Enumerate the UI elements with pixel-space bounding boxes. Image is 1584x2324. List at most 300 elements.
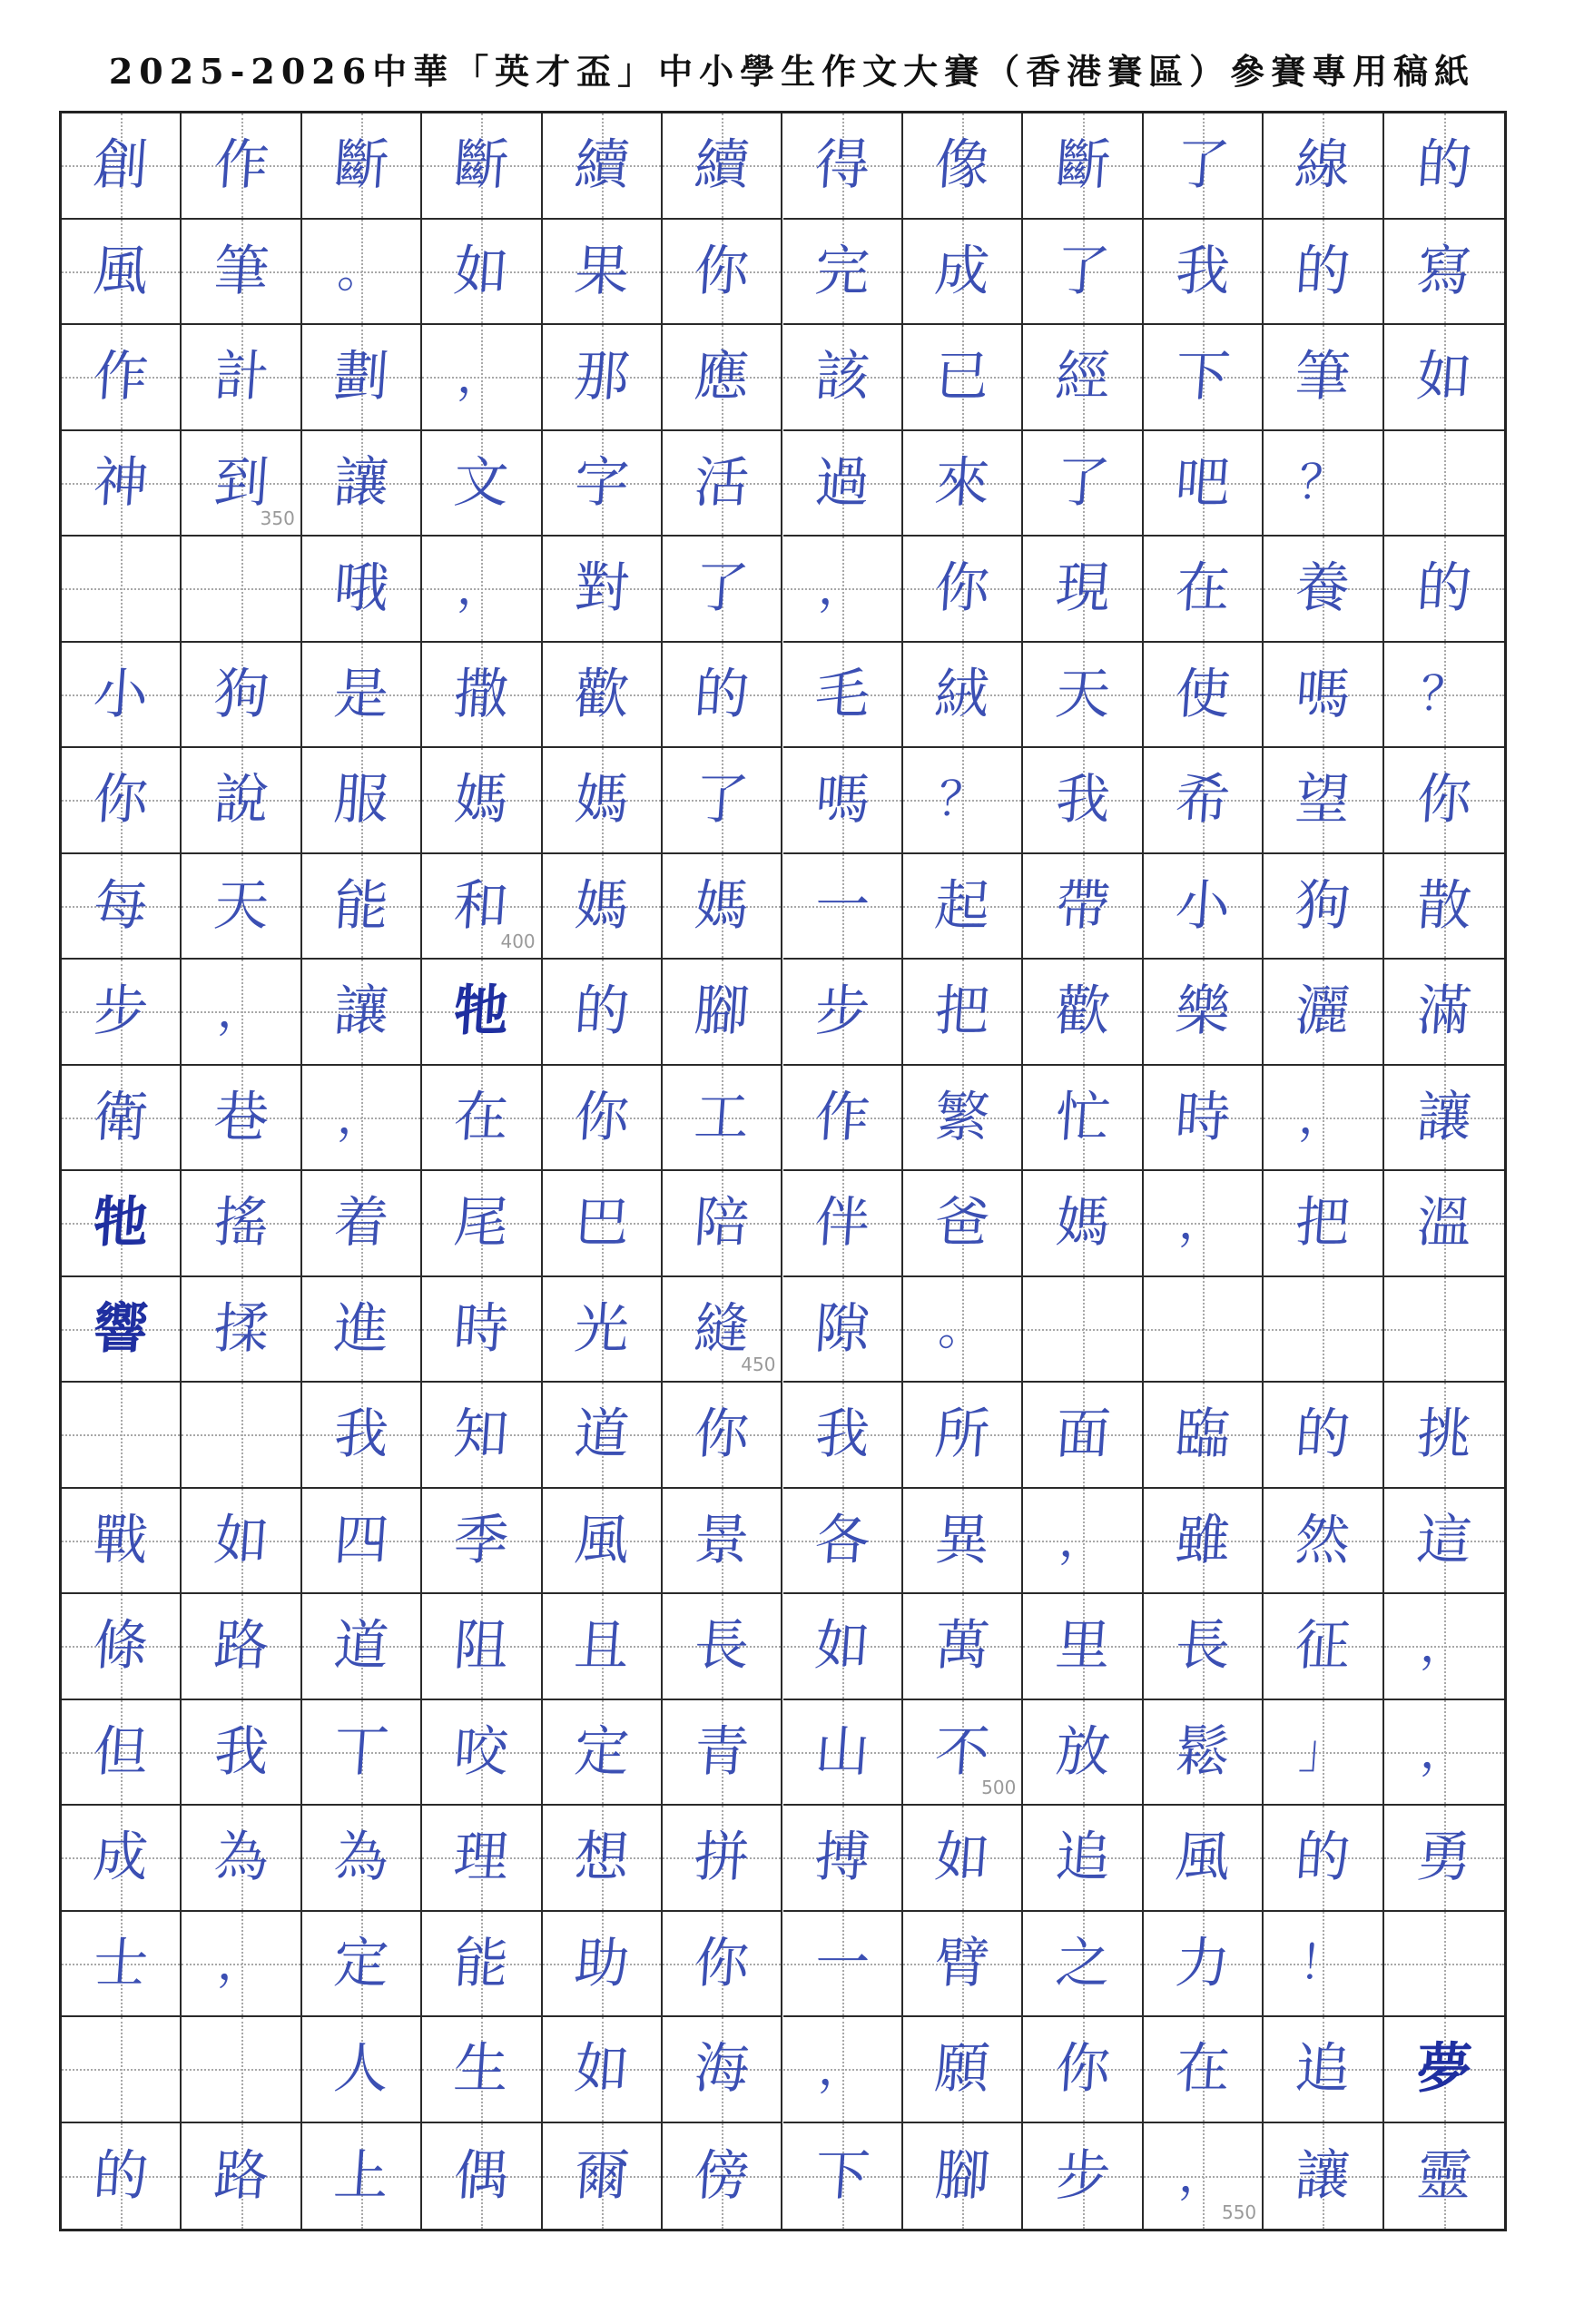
handwritten-character: 滿: [1414, 980, 1474, 1044]
handwritten-character: ，: [816, 561, 868, 616]
grid-cell: [1264, 748, 1383, 854]
grid-cell: [302, 1066, 422, 1172]
handwritten-character: 歡: [572, 662, 632, 726]
grid-cell: [783, 113, 903, 220]
handwritten-character: 下: [812, 2143, 872, 2208]
handwritten-character: 是: [331, 662, 391, 726]
grid-cell: [62, 1594, 182, 1700]
handwritten-character: 養: [1293, 556, 1353, 621]
grid-cell: [422, 1066, 542, 1172]
handwritten-character: 在: [1173, 556, 1233, 621]
handwritten-character: 把: [932, 980, 992, 1044]
grid-cell: [1023, 325, 1143, 431]
grid-cell: [1144, 325, 1264, 431]
grid-cell: [1384, 1383, 1504, 1489]
grid-cell: [903, 1594, 1023, 1700]
grid-cell: [783, 960, 903, 1066]
handwritten-character: 在: [1173, 2037, 1233, 2102]
handwritten-character: 望: [1293, 768, 1353, 832]
handwritten-character: 異: [932, 1508, 992, 1572]
grid-cell: [302, 537, 422, 643]
grid-cell: [1023, 1277, 1143, 1384]
handwritten-character: 續: [692, 133, 752, 198]
handwritten-character: 續: [572, 133, 632, 198]
handwritten-character: 搏: [812, 1826, 872, 1890]
handwritten-character: 道: [331, 1614, 391, 1679]
grid-cell: [1023, 1066, 1143, 1172]
grid-cell: [1384, 748, 1504, 854]
handwritten-character: 戰: [91, 1508, 151, 1572]
grid-cell: [302, 748, 422, 854]
grid-cell: [422, 2017, 542, 2123]
handwritten-character: 哦: [331, 556, 391, 621]
handwritten-character: 我: [331, 1403, 391, 1467]
word-count-marker: 450: [741, 1354, 776, 1375]
handwritten-character: 在: [452, 1085, 511, 1149]
grid-cell: [1023, 1912, 1143, 2018]
handwritten-character: 助: [572, 1931, 632, 1995]
grid-cell: [1023, 431, 1143, 537]
handwritten-character: 響: [91, 1296, 151, 1361]
grid-cell: [1144, 1594, 1264, 1700]
handwritten-character: 你: [692, 239, 752, 303]
grid-cell: [1384, 643, 1504, 749]
grid-cell: [1023, 220, 1143, 326]
grid-cell: [543, 2017, 663, 2123]
handwritten-character: 爾: [572, 2143, 632, 2208]
handwritten-character: 作: [91, 345, 151, 409]
grid-cell: [62, 1066, 182, 1172]
grid-cell: [422, 1594, 542, 1700]
handwritten-character: 你: [572, 1085, 632, 1149]
grid-cell: [1264, 1489, 1383, 1595]
handwritten-character: 萬: [932, 1614, 992, 1679]
handwritten-character: 把: [1293, 1191, 1353, 1256]
grid-cell: [1264, 854, 1383, 960]
grid-cell: [1384, 1806, 1504, 1912]
grid-cell: [182, 1383, 301, 1489]
handwritten-character: 風: [572, 1508, 632, 1572]
handwritten-character: 成: [932, 239, 992, 303]
handwritten-character: 讓: [1414, 1085, 1474, 1149]
grid-cell: [663, 325, 782, 431]
handwritten-character: 進: [331, 1296, 391, 1361]
handwritten-character: 使: [1173, 662, 1233, 726]
grid-cell: [903, 1171, 1023, 1277]
handwritten-character: 果: [572, 239, 632, 303]
grid-cell: [1264, 537, 1383, 643]
handwritten-character: 的: [1414, 556, 1474, 621]
grid-cell: [663, 1806, 782, 1912]
handwritten-character: 景: [692, 1508, 752, 1572]
grid-cell: [62, 1171, 182, 1277]
grid-cell: [543, 325, 663, 431]
handwritten-character: 腳: [692, 980, 752, 1044]
cell-guide-vertical: [1203, 1277, 1205, 1382]
grid-cell: [543, 1700, 663, 1807]
handwritten-character: 過: [812, 450, 872, 515]
handwritten-character: 帶: [1053, 873, 1112, 938]
grid-cell: [663, 1700, 782, 1807]
grid-cell: [1023, 1700, 1143, 1807]
handwritten-character: 得: [812, 133, 872, 198]
handwritten-character: 臂: [932, 1931, 992, 1995]
grid-cell: [1144, 537, 1264, 643]
grid-cell: [543, 431, 663, 537]
cell-guide-vertical: [121, 2017, 123, 2122]
grid-cell: [663, 220, 782, 326]
handwritten-character: 讓: [1293, 2143, 1353, 2208]
handwritten-character: 嗎: [1293, 662, 1353, 726]
grid-cell: [903, 748, 1023, 854]
grid-cell: [62, 1489, 182, 1595]
handwritten-character: 士: [91, 1931, 151, 1995]
handwritten-character: 到: [212, 450, 271, 515]
handwritten-character: 如: [572, 2037, 632, 2102]
handwritten-character: 吧: [1173, 450, 1233, 515]
grid-cell: [543, 220, 663, 326]
grid-cell: [62, 748, 182, 854]
handwritten-character: 了: [1173, 133, 1233, 198]
handwritten-character: 能: [331, 873, 391, 938]
grid-cell: [783, 1594, 903, 1700]
sheet-title: 2025-2026中華「英才盃」中小學生作文大賽（香港賽區）參賽專用稿紙: [108, 51, 1476, 92]
grid-cell: [783, 537, 903, 643]
grid-cell: [302, 1700, 422, 1807]
grid-cell: [422, 2123, 542, 2230]
grid-cell: [783, 854, 903, 960]
grid-cell: [543, 113, 663, 220]
grid-cell: [62, 1912, 182, 2018]
grid-cell: [1144, 854, 1264, 960]
grid-cell: [1023, 643, 1143, 749]
handwritten-character: 作: [812, 1085, 872, 1149]
grid-cell: [783, 1912, 903, 2018]
grid-cell: [903, 537, 1023, 643]
handwritten-character: 絨: [932, 662, 992, 726]
handwritten-character: 定: [331, 1931, 391, 1995]
handwritten-character: 力: [1173, 1931, 1233, 1995]
cell-guide-vertical: [241, 537, 243, 641]
handwritten-character: 如: [812, 1614, 872, 1679]
handwritten-character: 咬: [452, 1719, 511, 1784]
handwritten-character: 你: [1414, 768, 1474, 832]
grid-cell: [543, 960, 663, 1066]
handwritten-character: 你: [1053, 2037, 1112, 2102]
handwritten-character: 隙: [812, 1296, 872, 1361]
grid-cell: [903, 643, 1023, 749]
handwritten-character: 這: [1414, 1508, 1474, 1572]
handwritten-character: 文: [452, 450, 511, 515]
handwritten-character: 各: [812, 1508, 872, 1572]
cell-guide-vertical: [1444, 431, 1446, 536]
handwritten-character: 。: [936, 1301, 989, 1356]
handwritten-character: 和: [452, 873, 511, 938]
handwritten-character: 媽: [452, 768, 511, 832]
grid-cell: [1264, 1594, 1383, 1700]
grid-cell: [543, 1594, 663, 1700]
handwritten-character: 揉: [212, 1296, 271, 1361]
grid-cell: [663, 1912, 782, 2018]
grid-cell: [543, 748, 663, 854]
grid-cell: [302, 1171, 422, 1277]
handwritten-character: 阻: [452, 1614, 511, 1679]
grid-cell: [1023, 537, 1143, 643]
handwritten-character: 計: [212, 345, 271, 409]
cell-guide-vertical: [241, 1383, 243, 1487]
grid-cell: [302, 431, 422, 537]
handwritten-character: 完: [812, 239, 872, 303]
handwritten-character: 傍: [692, 2143, 752, 2208]
grid-cell: [903, 960, 1023, 1066]
grid-cell: [903, 220, 1023, 326]
grid-cell: [422, 1912, 542, 2018]
handwritten-character: 山: [812, 1719, 872, 1784]
grid-cell: [302, 325, 422, 431]
cell-guide-vertical: [1083, 1277, 1085, 1382]
grid-cell: [1144, 1806, 1264, 1912]
handwritten-character: 對: [572, 556, 632, 621]
grid-cell: [1264, 1912, 1383, 2018]
grid-cell: [182, 748, 301, 854]
grid-cell: [422, 431, 542, 537]
grid-cell: [1023, 113, 1143, 220]
handwritten-character: 一: [812, 873, 872, 938]
handwritten-character: 如: [452, 239, 511, 303]
grid-cell: [903, 1806, 1023, 1912]
grid-cell: [1023, 1489, 1143, 1595]
grid-cell: [1384, 960, 1504, 1066]
grid-cell: [783, 220, 903, 326]
grid-cell: [1264, 1066, 1383, 1172]
grid-cell: [783, 2017, 903, 2123]
handwritten-character: 的: [692, 662, 752, 726]
handwritten-character: 着: [331, 1191, 391, 1256]
grid-cell: [62, 220, 182, 326]
handwritten-character: 陪: [692, 1191, 752, 1256]
grid-cell: [903, 1489, 1023, 1595]
handwritten-character: 面: [1053, 1403, 1112, 1467]
handwritten-character: ，: [1418, 1724, 1470, 1779]
handwritten-character: 勇: [1414, 1826, 1474, 1890]
grid-cell: [182, 220, 301, 326]
handwritten-character: 衛: [91, 1085, 151, 1149]
grid-cell: [543, 1489, 663, 1595]
grid-cell: [1144, 643, 1264, 749]
handwritten-character: 能: [452, 1931, 511, 1995]
grid-cell: [1023, 1171, 1143, 1277]
handwritten-character: 道: [572, 1403, 632, 1467]
grid-cell: [663, 748, 782, 854]
grid-cell: [422, 1383, 542, 1489]
grid-cell: [182, 960, 301, 1066]
grid-cell: [1384, 1171, 1504, 1277]
grid-cell: [62, 113, 182, 220]
grid-cell: [903, 2017, 1023, 2123]
handwritten-character: 但: [91, 1719, 151, 1784]
grid-cell: [302, 113, 422, 220]
handwritten-character: 狗: [1293, 873, 1353, 938]
grid-cell: [302, 1489, 422, 1595]
handwritten-character: 了: [692, 768, 752, 832]
grid-cell: [663, 1277, 782, 1384]
handwritten-character: 該: [812, 345, 872, 409]
grid-cell: [1384, 1594, 1504, 1700]
handwritten-character: 的: [1414, 133, 1474, 198]
grid-cell: [182, 1066, 301, 1172]
handwritten-character: 你: [692, 1931, 752, 1995]
grid-cell: [1144, 113, 1264, 220]
grid-cell: [543, 2123, 663, 2230]
grid-cell: [182, 2017, 301, 2123]
handwritten-character: 希: [1173, 768, 1233, 832]
grid-cell: [302, 854, 422, 960]
handwritten-character: ，: [335, 1089, 388, 1145]
handwritten-character: 服: [331, 768, 391, 832]
handwritten-character: 起: [932, 873, 992, 938]
handwritten-character: 路: [212, 2143, 271, 2208]
handwritten-character: 寫: [1414, 239, 1474, 303]
grid-cell: [302, 2017, 422, 2123]
grid-cell: [182, 854, 301, 960]
handwritten-character: 里: [1053, 1614, 1112, 1679]
grid-cell: [182, 643, 301, 749]
handwritten-character: 神: [91, 450, 151, 515]
grid-cell: [1144, 748, 1264, 854]
grid-cell: [663, 1383, 782, 1489]
handwritten-character: ，: [1057, 1512, 1108, 1568]
handwritten-character: 媽: [1053, 1191, 1112, 1256]
grid-cell: [1384, 325, 1504, 431]
grid-cell: [1384, 1489, 1504, 1595]
handwritten-character: 下: [1173, 345, 1233, 409]
handwritten-character: 如: [1414, 345, 1474, 409]
handwritten-character: 劃: [331, 345, 391, 409]
grid-cell: [1264, 431, 1383, 537]
grid-cell: [903, 1700, 1023, 1807]
handwritten-character: 了: [1053, 239, 1112, 303]
handwritten-character: 想: [572, 1826, 632, 1890]
grid-cell: [903, 325, 1023, 431]
handwritten-character: 征: [1293, 1614, 1353, 1679]
handwritten-character: 的: [572, 980, 632, 1044]
handwritten-character: 挑: [1414, 1403, 1474, 1467]
grid-cell: [62, 431, 182, 537]
handwritten-character: 我: [1053, 768, 1112, 832]
grid-cell: [1264, 2123, 1383, 2230]
grid-cell: [543, 537, 663, 643]
grid-cell: [663, 960, 782, 1066]
grid-cell: [783, 748, 903, 854]
grid-cell: [783, 643, 903, 749]
handwritten-character: 如: [212, 1508, 271, 1572]
grid-cell: [1264, 1383, 1383, 1489]
handwritten-character: 臨: [1173, 1403, 1233, 1467]
handwritten-character: 巴: [572, 1191, 632, 1256]
handwritten-character: 已: [932, 345, 992, 409]
grid-cell: [663, 1489, 782, 1595]
handwritten-character: 縫: [692, 1296, 752, 1361]
handwritten-character: 讓: [331, 980, 391, 1044]
cell-guide-vertical: [1323, 1277, 1324, 1382]
grid-cell: [182, 1277, 301, 1384]
handwritten-character: 的: [1293, 239, 1353, 303]
handwritten-character: 讓: [331, 450, 391, 515]
grid-cell: [422, 1806, 542, 1912]
handwritten-character: 筆: [212, 239, 271, 303]
handwritten-character: 毛: [812, 662, 872, 726]
grid-cell: [422, 1700, 542, 1807]
handwritten-character: ，: [1176, 2148, 1229, 2203]
grid-cell: [302, 1594, 422, 1700]
grid-cell: [783, 1383, 903, 1489]
grid-cell: [1144, 220, 1264, 326]
handwritten-character: 」: [1297, 1724, 1349, 1779]
grid-cell: [422, 113, 542, 220]
grid-cell: [1384, 1066, 1504, 1172]
handwritten-character: 巷: [212, 1085, 271, 1149]
handwritten-character: 作: [212, 133, 271, 198]
handwritten-character: 光: [572, 1296, 632, 1361]
manuscript-grid: [59, 111, 1507, 2231]
grid-cell: [1144, 431, 1264, 537]
grid-cell: [302, 1383, 422, 1489]
word-count-marker: 350: [260, 507, 295, 529]
grid-cell: [543, 1066, 663, 1172]
handwritten-character: 你: [91, 768, 151, 832]
handwritten-character: 成: [91, 1826, 151, 1890]
grid-cell: [62, 960, 182, 1066]
grid-cell: [62, 1806, 182, 1912]
grid-cell: [543, 1912, 663, 2018]
handwritten-character: 然: [1293, 1508, 1353, 1572]
handwritten-character: 繁: [932, 1085, 992, 1149]
handwritten-character: 靈: [1414, 2143, 1474, 2208]
grid-cell: [1264, 1171, 1383, 1277]
handwritten-character: ！: [1297, 1935, 1349, 1991]
cell-guide-vertical: [241, 2017, 243, 2122]
grid-cell: [783, 431, 903, 537]
grid-cell: [182, 1489, 301, 1595]
handwritten-character: ，: [456, 350, 507, 405]
handwritten-character: 且: [572, 1614, 632, 1679]
handwritten-character: 嗎: [812, 768, 872, 832]
grid-cell: [1023, 854, 1143, 960]
grid-cell: [62, 643, 182, 749]
handwritten-character: 的: [1293, 1403, 1353, 1467]
handwritten-character: 為: [212, 1826, 271, 1890]
grid-cell: [422, 643, 542, 749]
handwritten-character: 之: [1053, 1931, 1112, 1995]
handwritten-character: 長: [692, 1614, 752, 1679]
handwritten-character: 人: [331, 2037, 391, 2102]
grid-cell: [783, 1700, 903, 1807]
handwritten-character: ，: [816, 2042, 868, 2097]
handwritten-character: 來: [932, 450, 992, 515]
grid-cell: [1144, 1277, 1264, 1384]
cell-guide-vertical: [121, 537, 123, 641]
handwritten-character: 伴: [812, 1191, 872, 1256]
grid-cell: [1384, 220, 1504, 326]
grid-cell: [663, 854, 782, 960]
handwritten-character: 天: [1053, 662, 1112, 726]
handwritten-character: 知: [452, 1403, 511, 1467]
grid-cell: [543, 1383, 663, 1489]
handwritten-character: 尾: [452, 1191, 511, 1256]
handwritten-character: 腳: [932, 2143, 992, 2208]
handwritten-character: 媽: [692, 873, 752, 938]
grid-cell: [302, 220, 422, 326]
